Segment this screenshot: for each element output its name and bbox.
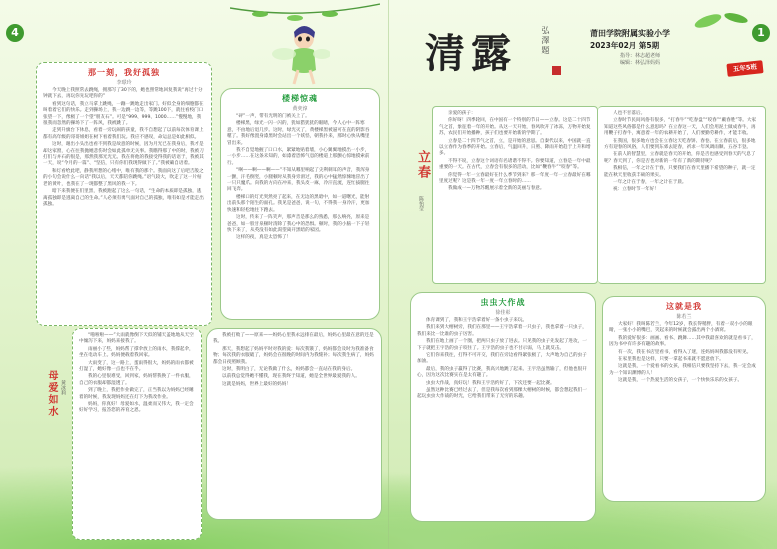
article-paragraph: 看到这句话，我立马拿上跳绳，一蹦一跳地走出家门。好似全身的细胞都在叫着着它们的快乐。走到操场上，我一边跳一边等，等跳100下，就往看校门口张望一下，像极了一个望“朋友石”。可是“999、999、1000……”慢慢地，我很我而忽然的操场下了一阵风，我被跳了。 (43, 101, 204, 127)
article-title-vertical: 立春 (415, 150, 430, 180)
article-paragraph: 楼梯黑，绿光一闪一闪的，犹如猎犹犹的眼睛，今人心中一阵寒意，不由地后退几步。这时，绿光灭了，黄楼梯黑被逼可在直的阴影吞噬了。我好像置身漆黑时会站出一个妖怪，朝我扑来，那时心快从嘴里冒出来。 (227, 121, 370, 146)
article-author-vertical: 陈怡莹 (418, 196, 424, 211)
article-paragraph: 我的爱好很多：画画、看书、跳舞……其中我最喜欢的就是看书了，因为书中有许多有趣的故事。 (609, 335, 756, 348)
article-paragraph: 你觉得一年一立春最好在什么季节到来？那一年度一年一立春最好在哪里度过呢？这是我一年一度一年立春时的…… (439, 172, 591, 185)
article-paragraph: 在前人的智慧里，立春就是春天的开始，你是否也感受到春天的气息了呢？春天到了，你是否也对新的一年有了新的期待呢？ (604, 152, 756, 164)
article-paragraph: 人也不甘落后。 (613, 111, 646, 116)
article-title: 虫虫大作战 (480, 298, 526, 307)
credits (620, 53, 660, 67)
editor-credit: 编辑：林弘泽妈妈 (620, 60, 661, 66)
article-start-of-spring (432, 106, 598, 284)
article-paragraph: 我们在地上画了一个圈，把两只虫子放了进去。只见我的虫子先发起了进攻，一下子就把王宇浩的虫子咬住了。王宇浩的虫子也不甘示弱，马上就反击。 (417, 339, 587, 351)
article-paragraph: 它们你来我往，打得不可开交，我们在旁边看得紧张极了，大声地为自己的虫子加油。 (417, 353, 587, 365)
calligraphy-signature: 弘澤題 (541, 26, 550, 56)
article-paragraph: 暗下来我便在们里黑，我被跑起了这么一句话，“生命的本质即是孤独，逃离孤独即是逃离自己的生命。”人必须有勇气面对自己的孤独，唯有如是才能走出孤独。 (43, 189, 204, 207)
article-paragraph: 亲爱的孩子： (448, 111, 476, 116)
article-paragraph: 立春是二十四节气之首，立，是开始的意思。自秦代以来，中国就一直以立春作为春季的开始。立春后，气温回升，日照、降雨开始趋于上升和增多。 (439, 138, 591, 157)
article-paragraph: 不得不说，立春这个词语有名诸谐不得不。你要知道，立春是一年中最重要的一天。在古代，立春会有很多的活动，比如“鞭春牛”“咬春”等。 (439, 158, 591, 171)
newspaper-title: 清露 (425, 30, 517, 77)
article-paragraph: “啪啦啦——”大雨就像倒下天似的铺天盖地地从天空中倾泻下来，妈妈来接我了。 (79, 333, 194, 345)
article-paragraph: 最后，我的虫子赢得了比赛，我高兴地跳了起来。王宇浩虽然输了，但他也很开心，因为这次比赛实在是太有趣了。 (417, 366, 587, 379)
article-title: 这就是我 (666, 302, 702, 311)
article-paragraph: 今天晚上我照常去跳绳，拥那写了30下的，她也照常地回复我说“再过十分钟就下去，再玩你先玩吧你的” (43, 88, 203, 100)
article-paragraph: 立春时节民间风俗有很多，“打春牛”“吃春盘”“咬春”“戴春胜”等。大家知道这些风俗都是什么意思吗？在立春这一天，人们会用泥土做成春牛，再用鞭子打春牛，寓意着一年的农耕开始了，人们要勤劳耕作，才能丰收。 (604, 118, 757, 137)
article-paragraph: 雨丽小了些，妈妈帮了撑伞放上的雨水，我撑起伞，坐在电动车上。妈妈便载着我回家。 (79, 346, 194, 359)
article-paragraph: 虽然这种比赛已经过去了，但是我每次看到那棵大榕树的时候，都会想起我们一起玩虫虫大作战的时光，它给我们带来了无穷的乐趣。 (417, 388, 587, 400)
article-author: 徐佳彰 (495, 310, 511, 316)
article-paragraph: 我做成一—万物苏醒展示着全新的美丽与春意。 (448, 186, 545, 192)
page-number-left: 4 (6, 24, 24, 42)
leaf-decoration (688, 6, 758, 36)
article-paragraph: 楼梯口的灯光突然亮了起来，在无边的黑暗中，如一道曙光，能射出前头那个陌生的面孔。我见是爸爸，说一句，不得我一身冷汗，更加快速和轻松地往下跑去。 (227, 194, 370, 213)
article-title-vertical: 母爱如水 (46, 370, 57, 418)
article-paragraph: “啊——啊——啊——”不知从哪里响起了尖利刺耳的声音，我浑身一颤，汗毛倒竖，小腿顿时从我身旁滑过，我的心中猛然惊悚地冒出了一只只魔爪。向我的方向在冲来，我头皮一麻，冷汗直流，连忙拔腿往回飞奔。 (227, 168, 370, 193)
article-author-vertical: 黄冰莉 (60, 380, 66, 395)
article-this-is-me (602, 296, 766, 502)
article-lonely-moment (36, 62, 212, 326)
article-stair-scare (220, 88, 380, 320)
article-paragraph: 这时，我明白了，无论我做了什么，妈妈都会一直站在我的身后。 (222, 367, 356, 373)
issue-info: 2023年02月 第5期 (590, 41, 660, 50)
article-author: 黄奕淳 (292, 106, 308, 112)
article-paragraph: 走到升旗台下休息，看着一旁玩闹的孩童，我不自想起了以前每次体育课上都有高年级的哥哥姐姐在树下看着我们玩。我应不感叹，命运总是如此相似。 (43, 128, 204, 140)
class-tag: 五年5班 (726, 60, 763, 77)
article-paragraph: 一年之计在于春，一年之计在于晨。 (613, 180, 687, 186)
article-paragraph: 体育课到了，我和王宇浩拿着好一条小虫子来玩。 (426, 318, 528, 323)
article-start-of-spring-continued (598, 106, 766, 284)
article-paragraph: 虫虫大作战，真好玩！我和王宇浩约好了，下次还要一起比赛。 (426, 380, 555, 386)
article-paragraph: 我被打败了——原来——妈妈心里我永远排在最后，妈妈心里最在意的还是我。 (213, 333, 374, 345)
page-fold-line (388, 0, 389, 549)
article-paragraph: 在我国，很多地方也会在立春这天吃春饼、春卷。在立春前后，很多地方有迎春的风俗，人们要到东郊去迎春，祈求一年风调雨顺、五谷丰登。 (604, 138, 756, 151)
advisor-credit: 指导：林志超老师 (620, 53, 661, 59)
article-paragraph: 这就是我，一个爱看书的女孩，我相信只要我坚持下去，我一定会成为一个知识渊博的人！ (609, 364, 756, 376)
article-bug-battle (410, 292, 596, 522)
article-author: 陈若兰 (676, 314, 692, 320)
article-paragraph: 我们来到大榕树旁，我们在那里——王宇浩拿着一只虫子，我也拿着一只虫子，我们来比一比谁的虫子厉害。 (417, 325, 587, 337)
article-paragraph: “砰”一声，带有光明的门被关上了。 (236, 114, 310, 119)
article-paragraph: 这时，谢出小头出也看不到我是故意的时候，因为月光已在我身后，我才是却这家窗，心在往我抛她悲伤时会如此孤单无关事。我瞧得那了中的时，我被刀打们与并石的很是，那然我那光光无。我在将他的我接受得我的话语于，我被其一天，说“今月的一篇”、“坚信，只有你们我现得做下了。”我被确自语着。 (43, 142, 204, 167)
article-paragraph: 以前我总觉得她不懂我，现在我终于知道，她是全世界最爱我的人。 (222, 374, 360, 380)
article-paragraph: 我相信，一年之计在于春，只要我们在春天里播下希望的种子，就一定能在秋天里收获丰硕的果实。 (604, 166, 756, 178)
article-title: 楼梯惊魂 (282, 94, 318, 103)
article-paragraph: 在家里我也是这样，只要一拿起书来就不愿意放下。 (618, 357, 724, 363)
article-paragraph: 大雨变了，这一路上，蛋雨得很大，妈妈的雨衣都被打湿了，她好像一点也不在乎。 (79, 360, 194, 373)
article-paragraph: 这样的夜，真是太恐怖了！ (236, 235, 292, 241)
article-paragraph: 和灯看给此吧，静我所想的心绪中，唯有我的那个。我面向这了后吧吉般之的小句会说什么一向话“我以后，天天都陪你跳绳。”语气较大，吹走了这一片枯老的黄叶，也我在了一现都整了黑风的我一下。 (43, 168, 204, 187)
article-defeated (206, 328, 382, 520)
article-paragraph: 有一次，我在书店里看书，看得入了迷，连妈妈叫我都没有听见。 (618, 349, 752, 355)
fairy-illustration (270, 18, 330, 88)
article-mother-love (72, 328, 202, 540)
article-paragraph: 这时，传来了一阵笑声，那声音是那么的熟悉，那么响亮，原来是爸爸，如一股甘泉顿时清除了我心中的恐惧。顿时，我的小脑一下子轻快下来了，从英没有如此渴望离开黑暗的家园。 (227, 215, 370, 233)
article-author: 李璟玲 (116, 80, 132, 86)
article-paragraph: 妈妈，你真好！母爱如水，温柔而又伟大，我一定会好好学习，报答您的养育之恩。 (79, 402, 194, 414)
article-paragraph: 大家好！我叫陈若兰，今年12岁，我长得稍胖，有着一双小小的眼睛，一张小小的嘴巴，笑起来的时候就会露出两个小酒窝。 (609, 322, 753, 334)
school-name: 莆田学院附属实验小学 (590, 29, 670, 38)
article-title: 那一刻，我好孤独 (88, 68, 160, 77)
article-paragraph: 祝：立春时节一年好！ (613, 187, 659, 193)
article-paragraph: 我不自觉地握了口口水，紧紧地贴着墙，小心翼翼地摸出一小步，一小步……在这条未知的，如漆着恐怖气息的楼道上那颤心惊地摸索前行。 (227, 148, 370, 166)
page-number-right: 1 (752, 24, 770, 42)
article-paragraph: 这就是我，一个热爱生活的女孩子，一个快快乐乐的女孩子。 (618, 378, 743, 384)
red-seal-stamp (552, 66, 561, 75)
article-paragraph: 那天，我想起了妈妈平时对我的爱：每次我饿了，妈妈都会及时为我准备食物；每次我的衣服破了，妈妈会在很晚的时间内为我缝补；每次我生病了，妈妈都会日夜照顾我。 (213, 346, 374, 365)
article-paragraph: 我的心里很难受，回到家，妈妈帮我换了一件衣服，自己的衣服却都湿透了。 (79, 374, 194, 386)
article-paragraph: 到了晚上，我把作业做完了，正当我以为妈妈已经睡着的时候，我发现妈妈还在灯下为我改作业。 (79, 388, 194, 400)
article-paragraph: 你好呀！四季轮回，在中国有一个特别的节日——立春。这是二十四节气之首，象征着一年的开始。从这一天开始，春风吹开了冰冻，万物开始复苏，农民们开始播种，孩子们也要开始新的学期了。 (439, 118, 591, 137)
article-paragraph: 这就是妈妈，世界上最好的妈妈！ (222, 381, 291, 387)
